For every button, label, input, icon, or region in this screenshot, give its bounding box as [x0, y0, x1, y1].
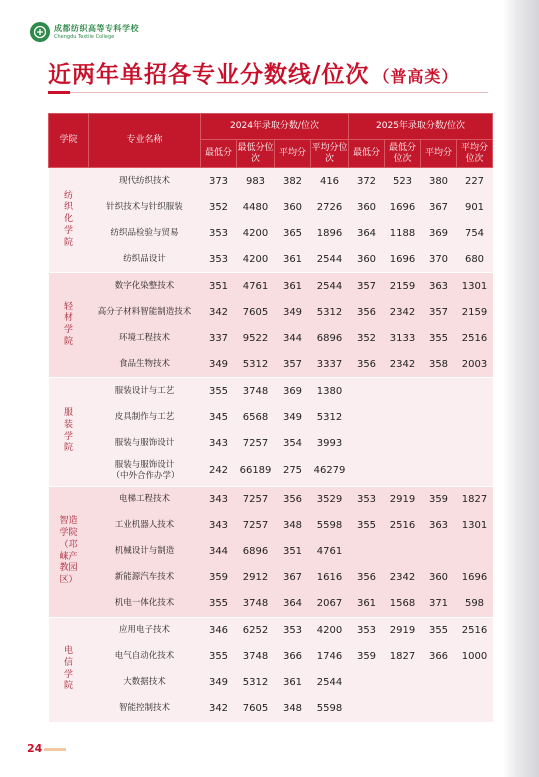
cell-2025-avg-rank: 1000 — [457, 644, 493, 670]
cell-2024-avg-rank: 1896 — [311, 220, 349, 246]
cell-2025-avg-score: 359 — [421, 486, 457, 513]
major-name — [89, 220, 201, 246]
school-logo — [30, 22, 139, 42]
major-name — [89, 644, 201, 670]
cell-2024-avg-score: 364 — [275, 591, 311, 618]
major-name — [89, 565, 201, 591]
page-title — [48, 56, 458, 89]
table-row — [49, 513, 493, 539]
cell-2024-min-rank: 6896 — [237, 539, 275, 565]
cell-2025-min-score: 361 — [349, 591, 385, 618]
cell-2025-min-rank: 2159 — [385, 273, 421, 300]
table-row — [49, 591, 493, 618]
title-divider — [48, 92, 488, 93]
cell-2025-avg-rank: 1696 — [457, 565, 493, 591]
cell-2025-min-rank: 1568 — [385, 591, 421, 618]
table-row — [49, 670, 493, 696]
cell-2025-avg-score: 358 — [421, 351, 457, 378]
cell-2025-min-rank — [385, 539, 421, 565]
major-name-text: 智能控制技术 — [118, 703, 170, 714]
header-2025-avg-rank: 平均分位次 — [457, 140, 493, 168]
cell-2025-min-rank: 1696 — [385, 194, 421, 220]
cell-2024-min-rank: 3748 — [237, 591, 275, 618]
cell-2024-avg-score: 360 — [275, 194, 311, 220]
cell-2025-min-rank — [385, 404, 421, 430]
cell-2024-avg-rank: 2726 — [311, 194, 349, 220]
cell-2025-min-score: 360 — [349, 246, 385, 273]
cell-2024-min-rank: 2912 — [237, 565, 275, 591]
cell-2025-min-rank: 2919 — [385, 486, 421, 513]
cell-2024-avg-score: 382 — [275, 168, 311, 195]
cell-2024-avg-score: 353 — [275, 617, 311, 644]
cell-2025-avg-rank — [457, 456, 493, 486]
cell-2024-avg-rank: 1380 — [311, 378, 349, 405]
cell-2024-min-rank: 7257 — [237, 430, 275, 456]
cell-2025-min-score — [349, 430, 385, 456]
major-name-text: 服装与服饰设计 — [114, 437, 175, 448]
cell-2024-min-score: 242 — [201, 456, 237, 486]
college-name-text: 服装学院 — [63, 408, 73, 454]
cell-2024-min-rank: 7605 — [237, 299, 275, 325]
major-name-text: 高分子材料智能制造技术 — [97, 306, 192, 317]
cell-2025-min-score: 372 — [349, 168, 385, 195]
cell-2025-min-score: 356 — [349, 565, 385, 591]
page-title-main: 近两年单招各专业分数线/位次 — [48, 62, 370, 88]
cell-2025-min-rank: 2342 — [385, 565, 421, 591]
cell-2024-avg-score: 369 — [275, 378, 311, 405]
college-name — [49, 617, 89, 722]
college-name — [49, 378, 89, 487]
cell-2024-avg-score: 354 — [275, 430, 311, 456]
major-name-text: 电气自动化技术 — [114, 651, 175, 662]
college-name — [49, 168, 89, 273]
cell-2025-avg-score: 367 — [421, 194, 457, 220]
major-name — [89, 696, 201, 722]
cell-2024-min-rank: 3748 — [237, 378, 275, 405]
cell-2025-min-rank — [385, 430, 421, 456]
cell-2025-min-rank: 1188 — [385, 220, 421, 246]
cell-2025-min-score: 352 — [349, 325, 385, 351]
cell-2025-min-score: 355 — [349, 513, 385, 539]
major-name — [89, 404, 201, 430]
cell-2025-min-score: 357 — [349, 273, 385, 300]
cell-2025-avg-rank: 227 — [457, 168, 493, 195]
table-row — [49, 246, 493, 273]
cell-2024-min-score: 351 — [201, 273, 237, 300]
cell-2025-min-rank: 1696 — [385, 246, 421, 273]
cell-2024-min-rank: 4761 — [237, 273, 275, 300]
major-name — [89, 513, 201, 539]
footer-accent-bar — [44, 748, 66, 751]
major-name-text: 电梯工程技术 — [118, 494, 170, 505]
cell-2025-avg-rank: 1301 — [457, 513, 493, 539]
major-name — [89, 378, 201, 405]
cell-2024-min-rank: 4200 — [237, 220, 275, 246]
header-2024-avg-score: 平均分 — [275, 140, 311, 168]
cell-2024-avg-rank: 416 — [311, 168, 349, 195]
cell-2024-avg-rank: 5598 — [311, 696, 349, 722]
cell-2024-min-score: 353 — [201, 220, 237, 246]
major-name-text: 皮具制作与工艺 — [114, 411, 175, 422]
cell-2025-avg-rank: 680 — [457, 246, 493, 273]
table-row — [49, 273, 493, 300]
cell-2025-avg-rank — [457, 696, 493, 722]
major-name — [89, 486, 201, 513]
major-name-text: 工业机器人技术 — [114, 520, 175, 531]
major-name-text: 针织技术与针织服装 — [106, 201, 183, 212]
table-row — [49, 194, 493, 220]
college-name-text: 轻材学院 — [63, 301, 73, 347]
cell-2025-avg-score: 363 — [421, 513, 457, 539]
cell-2025-avg-score: 371 — [421, 591, 457, 618]
cell-2024-min-score: 359 — [201, 565, 237, 591]
cell-2025-avg-score: 369 — [421, 220, 457, 246]
major-name — [89, 456, 201, 486]
cell-2024-min-rank: 5312 — [237, 670, 275, 696]
cell-2025-min-score: 360 — [349, 194, 385, 220]
cell-2024-avg-score: 344 — [275, 325, 311, 351]
cell-2025-min-rank: 2342 — [385, 351, 421, 378]
page-title-suffix: （普高类） — [373, 67, 459, 86]
cell-2024-avg-rank: 3529 — [311, 486, 349, 513]
major-name-text: 现代纺织技术 — [118, 175, 170, 186]
cell-2024-min-score: 337 — [201, 325, 237, 351]
cell-2024-min-rank: 4480 — [237, 194, 275, 220]
cell-2025-avg-rank — [457, 430, 493, 456]
cell-2025-min-rank: 2516 — [385, 513, 421, 539]
cell-2025-avg-rank — [457, 378, 493, 405]
cell-2025-min-rank: 3133 — [385, 325, 421, 351]
cell-2024-min-score: 343 — [201, 486, 237, 513]
cell-2024-avg-score: 348 — [275, 513, 311, 539]
cell-2024-min-rank: 983 — [237, 168, 275, 195]
title-divider-accent — [48, 91, 70, 94]
cell-2024-min-rank: 3748 — [237, 644, 275, 670]
table-row — [49, 617, 493, 644]
major-name-text: 环境工程技术 — [118, 332, 170, 343]
cell-2025-min-score: 353 — [349, 486, 385, 513]
table-row — [49, 644, 493, 670]
cell-2024-min-rank: 7605 — [237, 696, 275, 722]
school-emblem-icon — [30, 22, 50, 42]
major-name — [89, 617, 201, 644]
table-row — [49, 486, 493, 513]
cell-2025-avg-rank — [457, 670, 493, 696]
cell-2024-avg-rank: 3337 — [311, 351, 349, 378]
cell-2025-min-rank — [385, 378, 421, 405]
header-year-2025: 2025年录取分数/位次 — [349, 114, 493, 140]
header-year-2024: 2024年录取分数/位次 — [201, 114, 349, 140]
major-name-text: 纺织品检验与贸易 — [110, 227, 179, 238]
cell-2025-avg-score: 370 — [421, 246, 457, 273]
cell-2025-avg-rank: 901 — [457, 194, 493, 220]
major-name — [89, 351, 201, 378]
major-name-text: 纺织品设计 — [123, 253, 166, 264]
cell-2024-min-score: 355 — [201, 591, 237, 618]
cell-2025-min-score: 364 — [349, 220, 385, 246]
cell-2024-avg-rank: 5312 — [311, 299, 349, 325]
cell-2024-min-score: 373 — [201, 168, 237, 195]
cell-2025-avg-rank: 2516 — [457, 325, 493, 351]
cell-2024-avg-score: 351 — [275, 539, 311, 565]
college-name-text: 电信学院 — [63, 646, 73, 692]
cell-2024-avg-rank: 2544 — [311, 246, 349, 273]
table-row — [49, 696, 493, 722]
table-row — [49, 378, 493, 405]
cell-2024-avg-rank: 2544 — [311, 670, 349, 696]
cell-2024-min-score: 349 — [201, 670, 237, 696]
cell-2024-avg-rank: 5312 — [311, 404, 349, 430]
header-2025-min-rank: 最低分位次 — [385, 140, 421, 168]
cell-2025-avg-rank: 598 — [457, 591, 493, 618]
cell-2025-min-rank: 2342 — [385, 299, 421, 325]
cell-2024-min-score: 345 — [201, 404, 237, 430]
cell-2024-avg-rank: 5598 — [311, 513, 349, 539]
cell-2024-min-score: 344 — [201, 539, 237, 565]
table-row — [49, 325, 493, 351]
cell-2024-min-score: 355 — [201, 378, 237, 405]
school-name-en: Chengdu Textile College — [54, 33, 115, 40]
major-name — [89, 168, 201, 195]
header-2024-avg-rank: 平均分位次 — [311, 140, 349, 168]
header-college: 学院 — [49, 114, 89, 168]
table-row — [49, 220, 493, 246]
cell-2024-avg-rank: 46279 — [311, 456, 349, 486]
cell-2025-avg-rank — [457, 539, 493, 565]
page-edge-shadow — [503, 0, 539, 777]
cell-2024-avg-score: 348 — [275, 696, 311, 722]
header-2025-avg-score: 平均分 — [421, 140, 457, 168]
cell-2024-min-rank: 6252 — [237, 617, 275, 644]
page-number: 24 — [27, 742, 43, 755]
cell-2024-min-rank: 4200 — [237, 246, 275, 273]
cell-2024-avg-rank: 4200 — [311, 617, 349, 644]
cell-2024-avg-score: 361 — [275, 670, 311, 696]
cell-2025-min-rank: 1827 — [385, 644, 421, 670]
major-name-text: 大数据技术 — [123, 677, 166, 688]
cell-2024-avg-score: 361 — [275, 273, 311, 300]
major-name — [89, 325, 201, 351]
cell-2025-avg-score — [421, 696, 457, 722]
cell-2024-avg-score: 356 — [275, 486, 311, 513]
major-name — [89, 591, 201, 618]
cell-2024-avg-rank: 2544 — [311, 273, 349, 300]
cell-2025-avg-score: 360 — [421, 565, 457, 591]
header-major: 专业名称 — [89, 114, 201, 168]
table-row — [49, 351, 493, 378]
table-row — [49, 565, 493, 591]
cell-2024-avg-rank: 6896 — [311, 325, 349, 351]
cell-2024-avg-rank: 3993 — [311, 430, 349, 456]
cell-2025-min-score — [349, 404, 385, 430]
major-name — [89, 539, 201, 565]
major-name-text: 数字化染整技术 — [114, 280, 175, 291]
header-2024-min-score: 最低分 — [201, 140, 237, 168]
cell-2025-min-score: 356 — [349, 299, 385, 325]
cell-2025-min-rank: 523 — [385, 168, 421, 195]
cell-2024-min-score: 343 — [201, 430, 237, 456]
header-2025-min-score: 最低分 — [349, 140, 385, 168]
cell-2025-avg-score: 366 — [421, 644, 457, 670]
major-name-text: 服装设计与工艺 — [114, 385, 175, 396]
cell-2025-min-rank: 2919 — [385, 617, 421, 644]
cell-2024-avg-rank: 4761 — [311, 539, 349, 565]
cell-2025-avg-rank: 754 — [457, 220, 493, 246]
cell-2025-min-score: 353 — [349, 617, 385, 644]
cell-2025-avg-score — [421, 404, 457, 430]
cell-2024-avg-rank: 1616 — [311, 565, 349, 591]
cell-2024-min-rank: 9522 — [237, 325, 275, 351]
cell-2024-min-score: 346 — [201, 617, 237, 644]
cell-2025-avg-score: 355 — [421, 325, 457, 351]
school-name-cn: 成都纺织高等专科学校 — [54, 23, 139, 33]
cell-2024-min-score: 342 — [201, 299, 237, 325]
cell-2025-avg-score — [421, 430, 457, 456]
cell-2024-avg-rank: 1746 — [311, 644, 349, 670]
major-name — [89, 273, 201, 300]
cell-2025-avg-score: 380 — [421, 168, 457, 195]
cell-2024-avg-score: 366 — [275, 644, 311, 670]
header-2024-min-rank: 最低分位次 — [237, 140, 275, 168]
table-row — [49, 539, 493, 565]
cell-2025-avg-score — [421, 539, 457, 565]
cell-2025-min-rank — [385, 456, 421, 486]
major-name-text: 服装与服饰设计（中外合作办学） — [111, 460, 180, 481]
cell-2024-min-rank: 66189 — [237, 456, 275, 486]
cell-2024-min-rank: 6568 — [237, 404, 275, 430]
major-name — [89, 246, 201, 273]
major-name-text: 应用电子技术 — [118, 625, 170, 636]
cell-2024-min-score: 343 — [201, 513, 237, 539]
cell-2024-avg-score: 361 — [275, 246, 311, 273]
college-name-text: 智造学院（邛崃产教园区） — [59, 516, 78, 585]
cell-2024-min-score: 353 — [201, 246, 237, 273]
cell-2025-avg-rank: 1301 — [457, 273, 493, 300]
cell-2025-avg-score: 357 — [421, 299, 457, 325]
cell-2025-avg-score — [421, 378, 457, 405]
table-row — [49, 430, 493, 456]
cell-2025-min-rank — [385, 670, 421, 696]
cell-2024-min-rank: 7257 — [237, 513, 275, 539]
cell-2024-min-score: 349 — [201, 351, 237, 378]
college-name-text: 纺织化学院 — [63, 190, 73, 248]
major-name — [89, 299, 201, 325]
cell-2025-avg-rank: 1827 — [457, 486, 493, 513]
admission-table-container — [48, 113, 492, 722]
cell-2024-avg-score: 275 — [275, 456, 311, 486]
cell-2025-min-score — [349, 696, 385, 722]
cell-2024-avg-score: 349 — [275, 299, 311, 325]
major-name-text: 机电一体化技术 — [114, 598, 175, 609]
cell-2025-avg-score — [421, 456, 457, 486]
cell-2024-min-score: 355 — [201, 644, 237, 670]
cell-2025-min-score — [349, 670, 385, 696]
cell-2025-min-rank — [385, 696, 421, 722]
cell-2025-min-score: 356 — [349, 351, 385, 378]
cell-2025-avg-score: 355 — [421, 617, 457, 644]
cell-2024-min-score: 342 — [201, 696, 237, 722]
cell-2025-min-score — [349, 456, 385, 486]
cell-2024-min-rank: 7257 — [237, 486, 275, 513]
cell-2025-min-score — [349, 378, 385, 405]
major-name — [89, 670, 201, 696]
cell-2024-avg-score: 357 — [275, 351, 311, 378]
major-name-text: 机械设计与制造 — [114, 546, 175, 557]
major-name-text: 食品生物技术 — [118, 358, 170, 369]
major-name — [89, 430, 201, 456]
cell-2025-avg-rank: 2003 — [457, 351, 493, 378]
cell-2025-avg-score: 363 — [421, 273, 457, 300]
cell-2024-avg-score: 349 — [275, 404, 311, 430]
cell-2025-avg-rank — [457, 404, 493, 430]
cell-2024-min-score: 352 — [201, 194, 237, 220]
cell-2024-avg-score: 365 — [275, 220, 311, 246]
cell-2024-avg-score: 367 — [275, 565, 311, 591]
major-name-text: 新能源汽车技术 — [114, 572, 175, 583]
college-name — [49, 273, 89, 378]
college-name — [49, 486, 89, 617]
table-row — [49, 168, 493, 195]
cell-2024-min-rank: 5312 — [237, 351, 275, 378]
table-row — [49, 456, 493, 486]
cell-2025-min-score: 359 — [349, 644, 385, 670]
cell-2025-avg-rank: 2159 — [457, 299, 493, 325]
admission-table — [48, 113, 493, 722]
table-row — [49, 404, 493, 430]
major-name — [89, 194, 201, 220]
cell-2024-avg-rank: 2067 — [311, 591, 349, 618]
cell-2025-min-score — [349, 539, 385, 565]
table-row — [49, 299, 493, 325]
cell-2025-avg-rank: 2516 — [457, 617, 493, 644]
table-body — [49, 168, 493, 722]
cell-2025-avg-score — [421, 670, 457, 696]
